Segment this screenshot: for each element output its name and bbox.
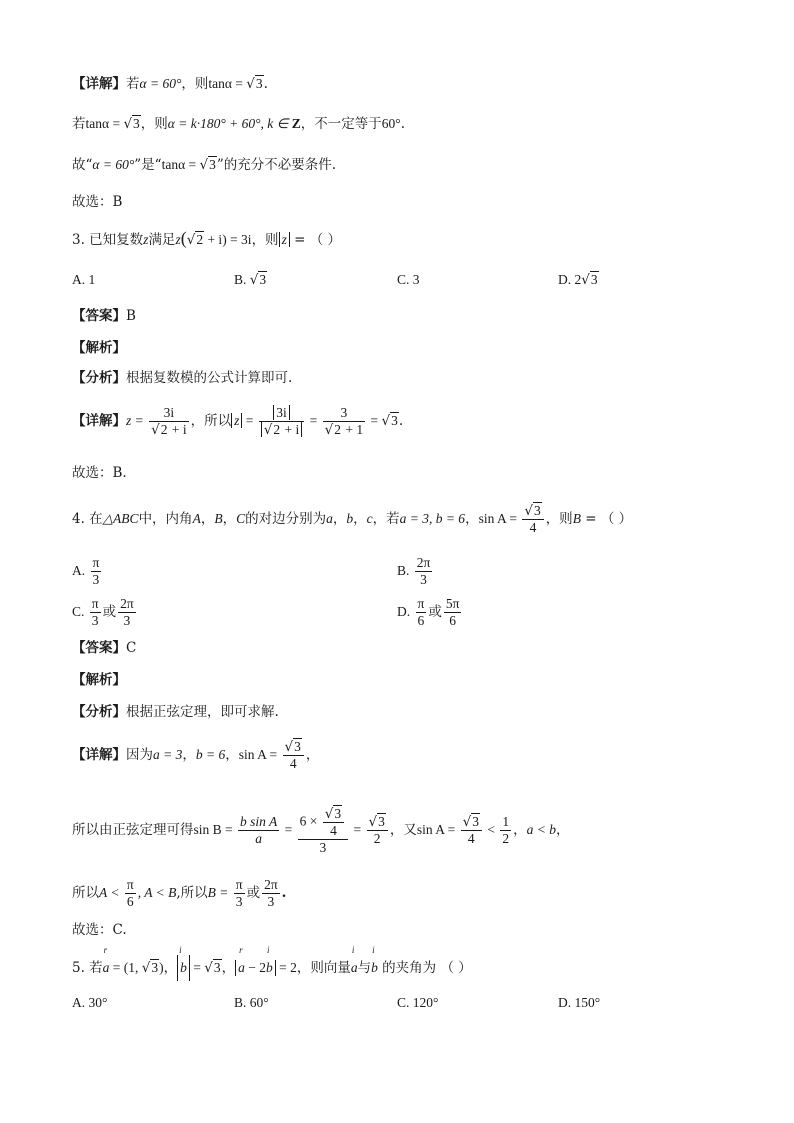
sqrt: √3 <box>199 157 216 173</box>
fraction: $\frac{√3}{4}$ <box>522 503 543 536</box>
q4-analysis-tag: 【解析】 <box>72 672 126 688</box>
question-4: 4. 在△ABC中，内角A，B，C的对边分别为a，b，c，若a = 3, b = 6，sin A = $\frac{√3}{4}$ ，则B = （ ） <box>72 503 633 535</box>
q4-answer: 【答案】C <box>72 640 137 656</box>
math: α = 60° <box>139 76 182 91</box>
q3-option-d[interactable]: D. 2√3 <box>558 272 598 288</box>
q4-option-a[interactable]: A. $\frac{\pi}{3}$ <box>72 555 100 588</box>
abs: z <box>279 232 290 247</box>
fraction: $\frac{1}{2}$ <box>502 814 510 846</box>
q4-option-b[interactable]: B. $\frac{2\pi}{3}$ <box>397 555 431 588</box>
q3-detail: 【详解】z = $\frac{3i}{√2 + i}$ ，所以 z = $\frac{3i}{√2 + i}$ = $\frac{3}{√2 + 1}$ = √3. <box>72 405 404 438</box>
text: 若 <box>126 76 140 92</box>
math: α = 60° <box>92 157 135 172</box>
q4-option-c[interactable]: C. $\frac{\pi}{3}$ 或 $\frac{2\pi}{3}$ <box>72 596 134 629</box>
math: ) = 3i <box>222 232 252 247</box>
math: tanα = <box>208 76 247 91</box>
fraction: $\frac{√3}{4}$ <box>461 814 482 847</box>
text: ”是“ <box>134 157 162 173</box>
detail-line-2 <box>72 114 405 134</box>
fraction: $\frac{\pi}{3}$ <box>235 877 243 909</box>
fraction: $\frac{3}{√2 + 1}$ <box>324 405 364 438</box>
paren: ( <box>180 228 187 248</box>
q3-option-b[interactable]: B. √3 <box>234 272 267 288</box>
text: ，则 <box>181 76 209 92</box>
text: = （ ） <box>289 232 342 248</box>
fraction: $\frac{\text{b sin A}}{a}$ <box>240 814 278 846</box>
q3-answer: 【答案】B <box>72 308 136 324</box>
math: tanα = <box>161 157 200 172</box>
text: 满足 <box>148 232 176 248</box>
q4-option-d[interactable]: D. $\frac{\pi}{6}$ 或 $\frac{5\pi}{6}$ <box>397 596 460 629</box>
fraction: 6 × $\frac{√3}{4}$ 3 <box>298 806 348 856</box>
math: + i <box>204 232 223 247</box>
math: tanα = <box>85 116 124 131</box>
math: Z <box>291 116 301 131</box>
q4-choice: 故选：C. <box>72 922 127 938</box>
q3-option-a[interactable]: A. 1 <box>72 272 96 287</box>
math: α = k·180° + 60°, k ∈ <box>167 116 292 131</box>
text: 3. 已知复数 <box>72 232 144 248</box>
text: ，则 <box>251 232 279 248</box>
text: ”的充分不必要条件. <box>216 157 337 173</box>
text: . <box>400 116 405 132</box>
text: ，则 <box>140 116 168 132</box>
text: . <box>263 76 268 92</box>
vector-b-norm: i b <box>177 955 190 981</box>
fraction: $\frac{2\pi}{3}$ <box>264 877 278 909</box>
q4-detail: 【详解】因为a = 3，b = 6，sin A = $\frac{√3}{4}$ ， <box>72 739 320 771</box>
fraction: $\frac{3i}{√2 + i}$ <box>151 405 187 438</box>
fraction: $\frac{\pi}{6}$ <box>126 877 134 909</box>
math: z <box>143 232 149 247</box>
text: 若 <box>72 116 86 132</box>
fraction: $\frac{√3}{4}$ <box>283 739 304 772</box>
q3-analysis-tag: 【解析】 <box>72 340 126 356</box>
q5-option-b[interactable]: B. 60° <box>234 995 269 1010</box>
text: ，不一定等于 <box>300 116 382 132</box>
detail-tag: 【详解】 <box>72 76 126 92</box>
q3-option-c[interactable]: C. 3 <box>397 272 420 287</box>
math: 60° <box>381 116 401 131</box>
q4-analysis: 【分析】根据正弦定理，即可求解. <box>72 704 279 720</box>
detail-line-3 <box>72 155 336 175</box>
q3-analysis: 【分析】根据复数模的公式计算即可. <box>72 370 293 386</box>
sqrt: √3 <box>123 116 140 132</box>
sqrt: √3 <box>246 76 263 92</box>
fraction: $\frac{3i}{√2 + i}$ <box>259 405 304 438</box>
vector-diff-norm: r a − 2 i b <box>235 960 276 976</box>
q4-sine-law: 所以由正弦定理可得sin B = $\frac{\text{b sin A}}{a}$ = 6 × $\frac{√3}{4}$ 3 = $\frac{√3}{2}$ ，又sin A = $\frac{√3}{4}$ < $\frac{1}{2}$ ，a < b， <box>72 805 570 855</box>
math: z <box>175 232 181 247</box>
detail-line-1 <box>72 74 268 94</box>
vector-a: r a <box>102 945 110 975</box>
q3-choice: 故选：B. <box>72 465 127 481</box>
fraction: $\frac{√3}{2}$ <box>367 814 388 847</box>
question-3 <box>72 228 341 250</box>
q5-option-a[interactable]: A. 30° <box>72 995 108 1010</box>
q4-conclusion: 所以A < $\frac{\pi}{6}$ , A < B,所以B = $\frac{\pi}{3}$ 或 $\frac{2\pi}{3}$ . <box>72 877 287 909</box>
text: 故“ <box>72 157 93 173</box>
answer-choice-line: 故选：B <box>72 194 123 210</box>
sqrt: √2 <box>186 232 204 248</box>
q5-option-c[interactable]: C. 120° <box>397 995 439 1010</box>
question-5: 5. 若 r a = (1, √3)， i b = √3， r a − 2 i b = 2，则向量 i a与 i b 的夹角为 （ ） <box>72 955 472 981</box>
q5-option-d[interactable]: D. 150° <box>558 995 601 1010</box>
